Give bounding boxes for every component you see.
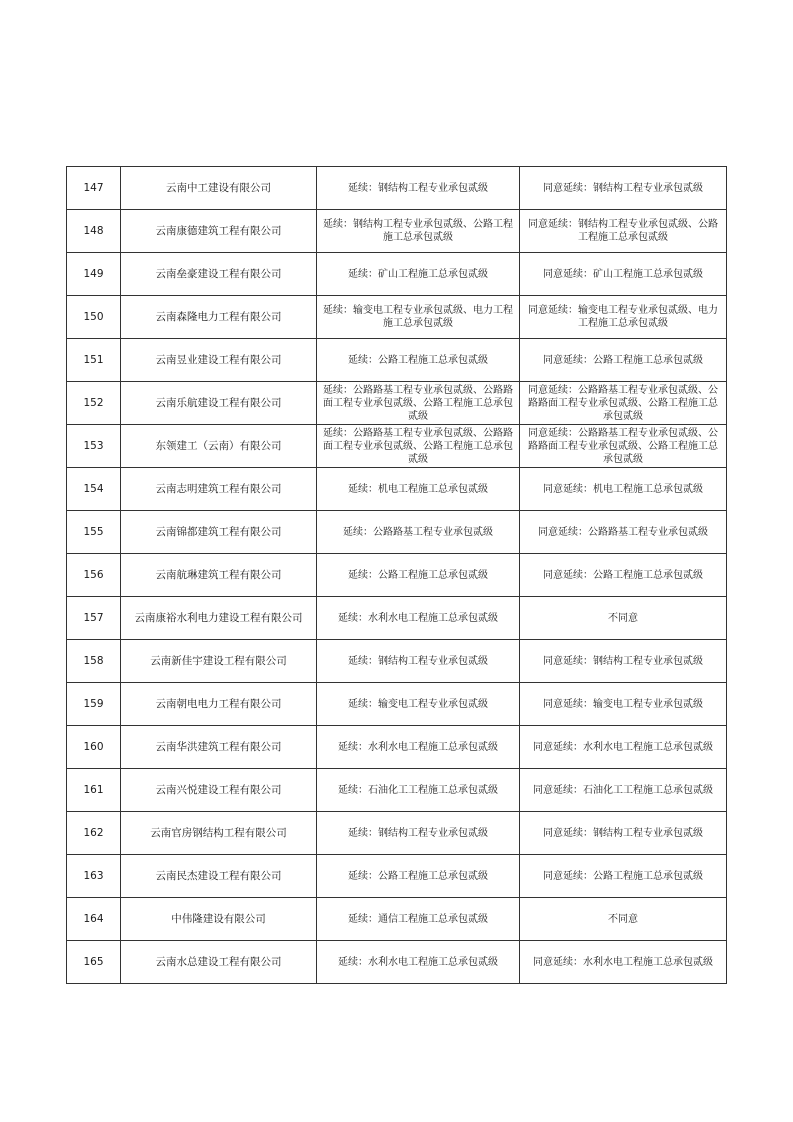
- application-content: 延续：公路路基工程专业承包贰级、公路路面工程专业承包贰级、公路工程施工总承包贰级: [317, 382, 520, 425]
- review-result: 同意延续：公路路基工程专业承包贰级、公路路面工程专业承包贰级、公路工程施工总承包贰级: [520, 425, 727, 468]
- table-row: [67, 296, 727, 339]
- company-name: 云南昱业建设工程有限公司: [121, 339, 317, 382]
- table-row: [67, 339, 727, 382]
- review-result: 同意延续：公路路基工程专业承包贰级: [520, 511, 727, 554]
- application-content: 延续：公路工程施工总承包贰级: [317, 855, 520, 898]
- application-content: 延续：石油化工工程施工总承包贰级: [317, 769, 520, 812]
- approval-table-container: [66, 166, 726, 984]
- company-name: 云南华洪建筑工程有限公司: [121, 726, 317, 769]
- application-content: 延续：通信工程施工总承包贰级: [317, 898, 520, 941]
- row-number: 147: [67, 167, 121, 210]
- row-number: 148: [67, 210, 121, 253]
- company-name: 云南康德建筑工程有限公司: [121, 210, 317, 253]
- application-content: 延续：钢结构工程专业承包贰级: [317, 167, 520, 210]
- company-name: 云南中工建设有限公司: [121, 167, 317, 210]
- application-content: 延续：钢结构工程专业承包贰级、公路工程施工总承包贰级: [317, 210, 520, 253]
- table-row: [67, 511, 727, 554]
- approval-table: [66, 166, 727, 984]
- company-name: 云南兴悦建设工程有限公司: [121, 769, 317, 812]
- row-number: 160: [67, 726, 121, 769]
- review-result: 同意延续：公路路基工程专业承包贰级、公路路面工程专业承包贰级、公路工程施工总承包贰级: [520, 382, 727, 425]
- application-content: 延续：输变电工程专业承包贰级、电力工程施工总承包贰级: [317, 296, 520, 339]
- review-result: 同意延续：矿山工程施工总承包贰级: [520, 253, 727, 296]
- row-number: 153: [67, 425, 121, 468]
- row-number: 158: [67, 640, 121, 683]
- company-name: 云南志明建筑工程有限公司: [121, 468, 317, 511]
- application-content: 延续：公路路基工程专业承包贰级: [317, 511, 520, 554]
- company-name: 云南垒豪建设工程有限公司: [121, 253, 317, 296]
- row-number: 152: [67, 382, 121, 425]
- review-result: 同意延续：钢结构工程专业承包贰级: [520, 812, 727, 855]
- row-number: 149: [67, 253, 121, 296]
- review-result: 不同意: [520, 898, 727, 941]
- review-result: 同意延续：石油化工工程施工总承包贰级: [520, 769, 727, 812]
- application-content: 延续：钢结构工程专业承包贰级: [317, 640, 520, 683]
- application-content: 延续：水利水电工程施工总承包贰级: [317, 726, 520, 769]
- application-content: 延续：水利水电工程施工总承包贰级: [317, 941, 520, 984]
- review-result: 同意延续：输变电工程专业承包贰级: [520, 683, 727, 726]
- review-result: 同意延续：机电工程施工总承包贰级: [520, 468, 727, 511]
- review-result: 同意延续：钢结构工程专业承包贰级: [520, 640, 727, 683]
- table-row: [67, 812, 727, 855]
- table-row: [67, 554, 727, 597]
- company-name: 云南水总建设工程有限公司: [121, 941, 317, 984]
- application-content: 延续：机电工程施工总承包贰级: [317, 468, 520, 511]
- row-number: 162: [67, 812, 121, 855]
- table-row: [67, 898, 727, 941]
- row-number: 163: [67, 855, 121, 898]
- row-number: 150: [67, 296, 121, 339]
- table-row: [67, 167, 727, 210]
- table-row: [67, 769, 727, 812]
- application-content: 延续：输变电工程专业承包贰级: [317, 683, 520, 726]
- review-result: 同意延续：公路工程施工总承包贰级: [520, 339, 727, 382]
- application-content: 延续：公路工程施工总承包贰级: [317, 339, 520, 382]
- company-name: 云南民杰建设工程有限公司: [121, 855, 317, 898]
- company-name: 云南官房钢结构工程有限公司: [121, 812, 317, 855]
- table-row: [67, 855, 727, 898]
- table-row: [67, 382, 727, 425]
- review-result: 同意延续：水利水电工程施工总承包贰级: [520, 941, 727, 984]
- row-number: 154: [67, 468, 121, 511]
- row-number: 161: [67, 769, 121, 812]
- table-body: [67, 167, 727, 984]
- application-content: 延续：矿山工程施工总承包贰级: [317, 253, 520, 296]
- row-number: 164: [67, 898, 121, 941]
- company-name: 云南乐航建设工程有限公司: [121, 382, 317, 425]
- row-number: 159: [67, 683, 121, 726]
- table-row: [67, 468, 727, 511]
- table-row: [67, 640, 727, 683]
- table-row: [67, 210, 727, 253]
- table-row: [67, 726, 727, 769]
- table-row: [67, 941, 727, 984]
- company-name: 云南航琳建筑工程有限公司: [121, 554, 317, 597]
- application-content: 延续：公路工程施工总承包贰级: [317, 554, 520, 597]
- company-name: 中伟隆建设有限公司: [121, 898, 317, 941]
- company-name: 云南新佳宇建设工程有限公司: [121, 640, 317, 683]
- company-name: 东领建工（云南）有限公司: [121, 425, 317, 468]
- company-name: 云南锦都建筑工程有限公司: [121, 511, 317, 554]
- row-number: 157: [67, 597, 121, 640]
- review-result: 同意延续：公路工程施工总承包贰级: [520, 855, 727, 898]
- company-name: 云南朝电电力工程有限公司: [121, 683, 317, 726]
- table-row: [67, 683, 727, 726]
- review-result: 同意延续：公路工程施工总承包贰级: [520, 554, 727, 597]
- review-result: 同意延续：钢结构工程专业承包贰级、公路工程施工总承包贰级: [520, 210, 727, 253]
- application-content: 延续：公路路基工程专业承包贰级、公路路面工程专业承包贰级、公路工程施工总承包贰级: [317, 425, 520, 468]
- review-result: 同意延续：输变电工程专业承包贰级、电力工程施工总承包贰级: [520, 296, 727, 339]
- company-name: 云南康裕水利电力建设工程有限公司: [121, 597, 317, 640]
- row-number: 151: [67, 339, 121, 382]
- row-number: 165: [67, 941, 121, 984]
- review-result: 不同意: [520, 597, 727, 640]
- table-row: [67, 597, 727, 640]
- row-number: 156: [67, 554, 121, 597]
- row-number: 155: [67, 511, 121, 554]
- application-content: 延续：水利水电工程施工总承包贰级: [317, 597, 520, 640]
- table-row: [67, 253, 727, 296]
- review-result: 同意延续：水利水电工程施工总承包贰级: [520, 726, 727, 769]
- review-result: 同意延续：钢结构工程专业承包贰级: [520, 167, 727, 210]
- company-name: 云南森隆电力工程有限公司: [121, 296, 317, 339]
- table-row: [67, 425, 727, 468]
- application-content: 延续：钢结构工程专业承包贰级: [317, 812, 520, 855]
